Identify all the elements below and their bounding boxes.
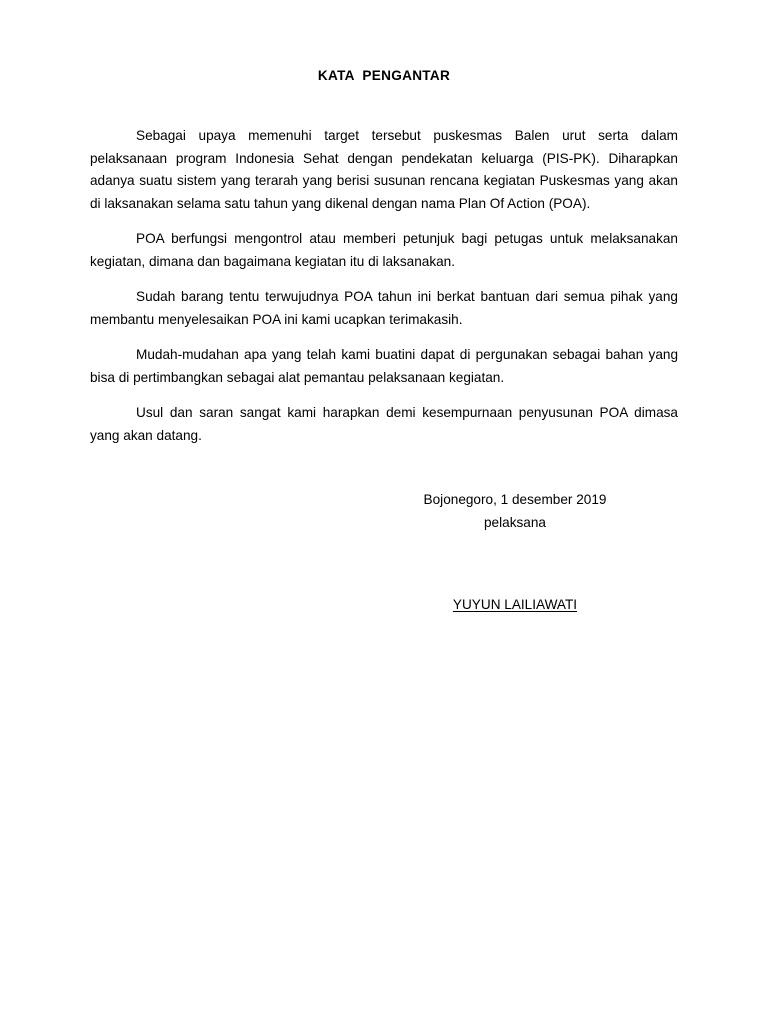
document-title: KATA PENGANTAR xyxy=(317,68,451,83)
signature-role: pelaksana xyxy=(484,514,546,530)
document-body xyxy=(90,125,678,460)
paragraph-4: Mudah-mudahan apa yang telah kami buatini dapat di pergunakan sebagai bahan yang bisa di pertimbangkan sebagai alat pemantau pelaksanaan kegiatan. xyxy=(90,347,678,385)
paragraph-2: POA berfungsi mengontrol atau memberi petunjuk bagi petugas untuk melaksanakan kegiatan, dimana dan bagaimana kegiatan itu di laksanakan. xyxy=(90,231,678,269)
signature-block xyxy=(395,489,635,534)
paragraph-3: Sudah barang tentu terwujudnya POA tahun ini berkat bantuan dari semua pihak yang membantu menyelesaikan POA ini kami ucapkan terimakasih. xyxy=(90,289,678,327)
signature-name-block xyxy=(395,597,635,612)
paragraph-1: Sebagai upaya memenuhi target tersebut puskesmas Balen urut serta dalam pelaksanaan program Indonesia Sehat dengan pendekatan keluarga (PIS-PK). Diharapkan adanya suatu sistem yang terarah yang berisi susunan rencana kegiatan Puskesmas yang akan di laksanakan selama satu tahun yang dikenal dengan nama Plan Of Action (POA). xyxy=(90,128,678,211)
signature-place-date: Bojonegoro, 1 desember 2019 xyxy=(423,492,607,507)
paragraph-5: Usul dan saran sangat kami harapkan demi kesempurnaan penyusunan POA dimasa yang akan datang. xyxy=(90,405,678,443)
signatory-name: YUYUN LAILIAWATI xyxy=(452,597,578,612)
